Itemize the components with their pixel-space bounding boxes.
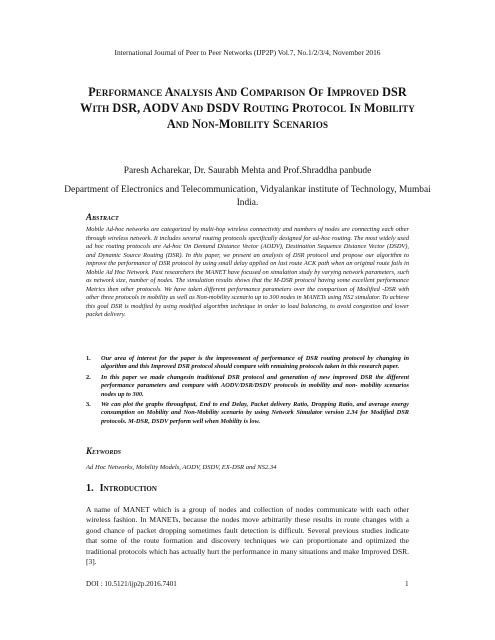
introduction-heading [86, 483, 157, 494]
list-item-text: We can plot the graphs throughput, End to end Delay, Packet delivery Ratio, Dropping Ratio, and average energy consumption on Mobility and Non-Mobility scenario by using Network Simulator version 2.34 for Modified DSR protocols. M-DSR, DSDV perform well when Mobility is low. [101, 401, 409, 425]
list-item [86, 374, 409, 399]
keywords-text: Ad Hoc Networks, Mobility Models, AODV, DSDV, EX-DSR and NS2.34 [86, 464, 277, 471]
section-title: Introduction [99, 483, 157, 494]
list-item-text: In this paper we made changesin traditional DSR protocol and generation of new improved DSR the different performance parameters and compare with AODV/DSR/DSDV protocols in mobility and non- mobility scenarios nodes up to 300. [101, 373, 409, 398]
abstract-text: Mobile Ad-hoc networks are categorized by multi-hop wireless connectivity and numbers of nodes are connecting each other through wireless network. It includes several routing protocols specifically designed for ad-hoc routing. The most widely used ad hoc routing protocols are Ad-hoc On Demand Distance Vector (AODV), Destination Sequence Distance Vector (DSDV), and Dynamic Source Routing (DSR). In this paper, we present an analysis of DSR protocol and propose our algorithm to improve the performance of DSR protocol by using small delay applied on last route ACK path when an original route fails in Mobile Ad Hoc Network. Past researchers the MANET have focused on simulation study by varying network parameters, such as network size, number of nodes. The simulation results shows that the M-DSR protocol having some excellent performance Metrics then other protocols. We have taken different performance parameters over the comparison of Modified -DSR with other three protocols in mobility as well as Non-mobility scenario up to 300 nodes in MANETs using NS2 simulator. To achieve this goal DSR is modified by using modified algorithm technique in order to load balancing, to avoid congestion and lower packet delivery. [86, 226, 409, 319]
list-item [86, 355, 409, 372]
list-item-number: 2. [86, 373, 91, 381]
doi-footer: DOI : 10.5121/ijp2p.2016.7401 [86, 580, 177, 588]
introduction-text: A name of MANET which is a group of nodes and collection of nodes communicate with each other wireless fashion. In MANETs, because the nodes move arbitrarily these results in route changes with a good chance of packet dropping sometimes fault detection is difficult. Several previous studies indicate that some of the route formation and discovery techniques we can proportionate and optimized the traditional protocols which has actually hurt the performance in many situations and make Improved DSR. [3]. [86, 505, 409, 567]
journal-header: International Journal of Peer to Peer Networks (IJP2P) Vol.7, No.1/2/3/4, November 2016 [114, 48, 381, 57]
contribution-list [86, 355, 409, 428]
abstract-heading: Abstract [86, 212, 119, 222]
keywords-heading: Keywords [86, 446, 122, 456]
list-item-text: Our area of interest for the paper is the improvement of performance of DSR routing protocol by changing in algorithm and this Improved DSR protocol should compare with remaining protocols taken in this research paper. [101, 355, 409, 371]
list-item-number: 1. [86, 355, 91, 362]
list-item-number: 3. [86, 401, 91, 409]
affiliation: Department of Electronics and Telecommunication, Vidyalankar institute of Technology, Mumbai India. [64, 185, 431, 208]
author-list: Paresh Acharekar, Dr. Saurabh Mehta and Prof.Shraddha panbude [123, 166, 372, 176]
paper-title: Performance Analysis And Comparison Of Improved DSR With DSR, AODV And DSDV Routing Protocol In Mobility And Non-Mobility Scenarios [80, 85, 415, 132]
section-number: 1. [86, 483, 94, 494]
page-number: 1 [405, 580, 409, 588]
list-item [86, 401, 409, 426]
